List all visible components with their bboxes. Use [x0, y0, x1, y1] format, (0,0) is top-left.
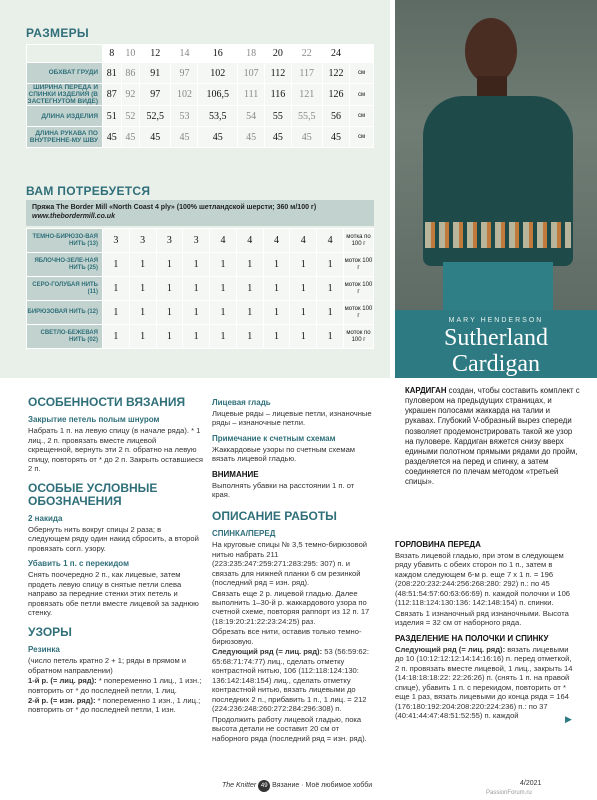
sizes-cell: 102	[171, 84, 198, 106]
sizes-unit: см	[350, 127, 374, 148]
yarn-cell: 3	[103, 229, 130, 253]
yarn-table	[26, 228, 374, 349]
back-row-text: 53 (56:59:62: 65:68:71:74:77) лиц., сделать отметку контрастной нитью, 106 (112:118:124:130: 136:142:148:154) лиц., сделать отметку контрастной нитью, вязать лицевыми до последних 2 п., прибавить 1 п., 1 лиц. = 212 (224:236:248:260:272:284:296:308) п.	[212, 647, 369, 714]
yarn-unit: мотка по 100 г	[344, 229, 374, 253]
sizes-row	[27, 106, 374, 127]
note-heading: Примечание к счетным схемам	[212, 433, 336, 443]
yarn-cell: 1	[129, 253, 156, 277]
yarn-unit: моток 100 г	[344, 253, 374, 277]
yarn-cell: 1	[103, 253, 130, 277]
back-text-1: На круговые спицы № 3,5 темно-бирюзовой нитью набрать 211 (223:235:247:259:271:283:295: 307) п. и связать для нижней планки 6 см резинкой (последний ряд = изн. ряд).	[212, 540, 368, 588]
sizes-cell: 126	[322, 84, 349, 106]
sizes-unit: см	[350, 63, 374, 84]
footer	[0, 772, 597, 800]
sizes-cell: 117	[291, 63, 322, 84]
neck-heading: ГОРЛОВИНА ПЕРЕДА	[395, 540, 481, 549]
yarn-cell: 1	[210, 253, 237, 277]
yarn-cell: 1	[129, 301, 156, 325]
sizes-cell: 53,5	[198, 106, 238, 127]
sizes-row	[27, 127, 374, 148]
yarn-cell: 4	[236, 229, 263, 253]
sizes-cell: 51	[103, 106, 122, 127]
footer-magazine: The Knitter	[222, 782, 257, 789]
note-text: Жаккардовые узоры по счетным схемам вязать лицевой гладью.	[212, 444, 356, 464]
sizes-cell: 86	[121, 63, 140, 84]
yarn-cell: 1	[290, 277, 317, 301]
intro-body: создан, чтобы составить комплект с пуловером на предыдущих страницах, и украшен полосами жаккарда на талии и рукавах. Глубокий V-образный вырез спереди позволяет продемонстрировать такой же узор на пуловере. Кардиган вяжется снизу вверх едиными полотном прямыми рядами до пройм, разделяется на перед и спинку, а затем соединяется по плечам методом «третьей спицы».	[405, 386, 580, 487]
yo-text: Обернуть нить вокруг спицы 2 раза; в следующем ряду один накид сбросить, а второй провязать согл. узору.	[28, 524, 199, 553]
sizes-row-label: ДЛИНА ИЗДЕЛИЯ	[27, 106, 103, 127]
yo-heading: 2 накида	[28, 513, 63, 523]
sizes-cell: 56	[322, 106, 349, 127]
sizes-cell: 45	[140, 127, 171, 148]
divide-row-label: Следующий ряд (= лиц. ряд):	[395, 644, 506, 654]
yarn-cell: 1	[290, 325, 317, 349]
yarn-cell: 1	[263, 253, 290, 277]
yarn-cell: 1	[210, 325, 237, 349]
yarn-cell: 3	[156, 229, 183, 253]
yarn-cell: 1	[290, 253, 317, 277]
watermark: PassionForum.ru	[486, 790, 532, 796]
yarn-unit: моток 100 г	[344, 277, 374, 301]
yarn-cell: 1	[183, 253, 210, 277]
model-photo	[395, 0, 597, 310]
rib-row2-label: 2-й р. (= изн. ряд):	[28, 695, 96, 705]
rib-row1-label: 1-й р. (= лиц. ряд):	[28, 676, 97, 686]
size-header-cell: 10	[121, 45, 140, 63]
yarn-cell: 1	[210, 277, 237, 301]
sizes-cell: 87	[103, 84, 122, 106]
yarn-cell: 4	[317, 229, 344, 253]
sizes-cell: 45	[198, 127, 238, 148]
divide-heading: РАЗДЕЛЕНИЕ НА ПОЛОЧКИ И СПИНКУ	[395, 633, 549, 643]
sizes-row-label: ШИРИНА ПЕРЕДА И СПИНКИ ИЗДЕЛИЯ (В ЗАСТЕГНУТОМ ВИДЕ)	[27, 84, 103, 106]
yarn-unit: моток 100 г	[344, 301, 374, 325]
sizes-cell: 53	[171, 106, 198, 127]
sizes-cell: 121	[291, 84, 322, 106]
yarn-cell: 1	[156, 301, 183, 325]
footer-tagline: Вязание · Моё любимое хобби	[272, 782, 373, 789]
patterns-heading: УЗОРЫ	[28, 624, 72, 639]
intro-text	[405, 386, 581, 487]
sizes-cell: 91	[140, 63, 171, 84]
yarn-cell: 1	[156, 325, 183, 349]
sizes-cell: 81	[103, 63, 122, 84]
left-column	[28, 396, 203, 715]
continue-arrow-icon: ▶	[565, 714, 572, 724]
back-text-3: Обрезать все нити, оставив только темно-бирюзовую.	[212, 627, 362, 646]
sizes-cell: 106,5	[198, 84, 238, 106]
attention-heading: ВНИМАНИЕ	[212, 469, 259, 479]
size-header-cell: 24	[322, 45, 349, 63]
neck-text: Вязать лицевой гладью, при этом в следующем ряду убавить с обеих сторон по 1 п., затем в каждом следующем 6-м р. еще 7 х 1 п. = 196 (208:220:232:244:256:268:280: 292) п.: по 45 (48:51:54:57:60:63:66:69) п. каждой полочки и 106 (112:118:124:130:136: 142:148:154) п. спинки.	[395, 551, 571, 608]
back-text-2: Связать еще 2 р. лицевой гладью. Далее выполнить 1–30-й р. жаккардового узора по счетной схеме, повторяя раппорт из 12 п. 17 (18:19:20:21:22:23:24:25) раз.	[212, 588, 370, 626]
yarn-cell: 4	[290, 229, 317, 253]
sizes-cell: 45	[103, 127, 122, 148]
design-title-line2: Cardigan	[452, 351, 540, 377]
sizes-cell: 112	[265, 63, 291, 84]
sizes-cell: 102	[198, 63, 238, 84]
materials-heading: ВАМ ПОТРЕБУЕТСЯ	[26, 184, 151, 198]
yarn-cell: 1	[183, 277, 210, 301]
size-header-cell: 8	[103, 45, 122, 63]
work-heading: ОПИСАНИЕ РАБОТЫ	[212, 508, 337, 523]
sizes-cell: 111	[238, 84, 265, 106]
yarn-site: www.thebordermill.co.uk	[32, 213, 115, 221]
yarn-cell: 1	[263, 277, 290, 301]
yarn-cell: 1	[290, 301, 317, 325]
yarn-cell: 1	[236, 253, 263, 277]
right-column	[395, 540, 573, 721]
yarn-cell: 1	[183, 301, 210, 325]
sizes-row	[27, 84, 374, 106]
yarn-row-label: ТЕМНО-БИРЮЗО-ВАЯ НИТЬ (13)	[27, 229, 103, 253]
yarn-cell: 1	[263, 301, 290, 325]
sizes-cell: 45	[121, 127, 140, 148]
yarn-cell: 1	[156, 253, 183, 277]
yarn-box	[26, 200, 374, 226]
sizes-cell: 97	[140, 84, 171, 106]
size-header-cell: 12	[140, 45, 171, 63]
yarn-row	[27, 325, 374, 349]
sizes-cell: 116	[265, 84, 291, 106]
sizes-cell: 52	[121, 106, 140, 127]
yarn-row	[27, 253, 374, 277]
size-header-cell: 20	[265, 45, 291, 63]
yarn-cell: 1	[103, 301, 130, 325]
middle-column	[212, 398, 372, 743]
yarn-cell: 1	[236, 277, 263, 301]
back-heading: СПИНКА/ПЕРЕД	[212, 529, 276, 539]
size-header-cell: 16	[198, 45, 238, 63]
design-title-line1: Sutherland	[444, 325, 548, 351]
sizes-cell: 122	[322, 63, 349, 84]
yarn-cell: 1	[129, 277, 156, 301]
yarn-row	[27, 277, 374, 301]
sizes-cell: 55,5	[291, 106, 322, 127]
sizes-row-label: ДЛИНА РУКАВА ПО ВНУТРЕННЕ-МУ ШВУ	[27, 127, 103, 148]
yarn-row-label: ЯБЛОЧНО-ЗЕЛЕ-НАЯ НИТЬ (25)	[27, 253, 103, 277]
sizes-cell: 45	[265, 127, 291, 148]
closing-text: Набрать 1 п. на левую спицу (в начале ряда). * 1 лиц., 2 п. провязать вместе лицевой скрещенной, вернуть эти 2 п. обратно на левую спицу, повторять от * до 2 п. Закрыть оставшиеся 2 п.	[28, 426, 203, 474]
sizes-cell: 45	[322, 127, 349, 148]
yarn-unit: моток по 100 г	[344, 325, 374, 349]
rib-row2-text: * попеременно 1 изн., 1 лиц.; повторить от * до последней петли, 1 изн.	[28, 695, 201, 715]
design-title-box	[395, 310, 597, 378]
size-header-cell: 18	[238, 45, 265, 63]
yarn-row	[27, 229, 374, 253]
yarn-cell: 1	[317, 325, 344, 349]
sizes-cell: 45	[171, 127, 198, 148]
yarn-cell: 1	[236, 325, 263, 349]
sizes-unit: см	[350, 84, 374, 106]
yarn-cell: 1	[129, 325, 156, 349]
yarn-cell: 1	[183, 325, 210, 349]
yarn-row	[27, 301, 374, 325]
yarn-row-label: БИРЮЗОВАЯ НИТЬ (12)	[27, 301, 103, 325]
intro-lead: КАРДИГАН	[405, 386, 447, 395]
sizes-row-label: ОБХВАТ ГРУДИ	[27, 63, 103, 84]
sizes-cell: 45	[291, 127, 322, 148]
back-row-label: Следующий ряд (= лиц. ряд):	[212, 647, 323, 657]
yarn-cell: 3	[129, 229, 156, 253]
sizes-cell: 97	[171, 63, 198, 84]
neck-text-2: Связать 1 изнаночный ряд изнаночными. Высота изделия = 32 см от наборного ряда.	[395, 608, 569, 628]
yarn-row-label: СЕРО-ГОЛУБАЯ НИТЬ (11)	[27, 277, 103, 301]
back-text-5: Продолжить работу лицевой гладью, пока высота детали не составит 20 см от наборного ряда (последний ряд = изн. ряд).	[212, 714, 367, 743]
yarn-cell: 1	[317, 301, 344, 325]
yarn-cell: 1	[210, 301, 237, 325]
yarn-cell: 4	[210, 229, 237, 253]
rib-heading: Резинка	[28, 645, 60, 655]
rib-text: (число петель кратно 2 + 1; ряды в прямом и обратном направлении)	[28, 656, 187, 675]
stockinette-text: Лицевые ряды – лицевые петли, изнаночные ряды – изнаночные петли.	[212, 409, 372, 428]
sizes-cell: 107	[238, 63, 265, 84]
sizes-cell: 52,5	[140, 106, 171, 127]
features-heading: ОСОБЕННОСТИ ВЯЗАНИЯ	[28, 395, 186, 409]
closing-heading: Закрытие петель полым шнуром	[28, 415, 160, 425]
sizes-cell: 54	[238, 106, 265, 127]
yarn-cell: 3	[183, 229, 210, 253]
dec-heading: Убавить 1 п. с перекидом	[28, 559, 129, 569]
yarn-cell: 1	[103, 325, 130, 349]
yarn-description: Пряжа The Border Mill «North Coast 4 ply» (100% шетландской шерсти; 360 м/100 г)	[32, 204, 317, 211]
stockinette-heading: Лицевая гладь	[212, 398, 271, 407]
yarn-cell: 1	[156, 277, 183, 301]
sizes-cell: 45	[238, 127, 265, 148]
size-header-cell: 22	[291, 45, 322, 63]
sizes-row	[27, 63, 374, 84]
yarn-cell: 1	[236, 301, 263, 325]
sizes-header-row	[27, 45, 374, 63]
sizes-heading: РАЗМЕРЫ	[26, 26, 89, 40]
author: MARY HENDERSON	[448, 317, 544, 324]
size-header-cell: 14	[171, 45, 198, 63]
symbols-heading: ОСОБЫЕ УСЛОВНЫЕ ОБОЗНАЧЕНИЯ	[28, 480, 158, 508]
yarn-cell: 1	[317, 253, 344, 277]
sizes-unit: см	[350, 106, 374, 127]
yarn-cell: 1	[317, 277, 344, 301]
dec-text: Снять поочередно 2 п., как лицевые, затем продеть левую спицу в снятые петли слева направо за передние стенки этих петель и провязать обе петли вместе лицевой за заднюю стенку.	[28, 570, 199, 618]
yarn-cell: 4	[263, 229, 290, 253]
yarn-cell: 1	[263, 325, 290, 349]
divide-row-text: вязать лицевыми до 10 (10:12:12:12:14:14:16:16) п. перед отметкой, 2 п. провязать вместе лицевой, 1 лиц., закрыть 14 (14:18:18:18:22: 22:26:26) п. (снять 1 п. на правой спице), убавить 1 п. с перекидом, повторить от * еще 1 раз, вязать лицевыми до конца ряда = 164 (176:180:192:204:208:220:224:236) п.: по 37 (40:41:44:47:48:51:52:55) п. каждой	[395, 644, 573, 721]
page-number: 49	[258, 780, 270, 792]
attention-text: Выполнять убавки на расстоянии 1 п. от края.	[212, 480, 355, 500]
sizes-cell: 92	[121, 84, 140, 106]
sizes-table	[26, 44, 374, 148]
sizes-cell: 55	[265, 106, 291, 127]
issue-date: 4/2021	[520, 780, 542, 787]
rib-row1-text: * попеременно 1 лиц., 1 изн.; повторить от * до последней петли, 1 лиц.	[28, 676, 202, 695]
yarn-cell: 1	[103, 277, 130, 301]
yarn-row-label: СВЕТЛО-БЕЖЕВАЯ НИТЬ (02)	[27, 325, 103, 349]
